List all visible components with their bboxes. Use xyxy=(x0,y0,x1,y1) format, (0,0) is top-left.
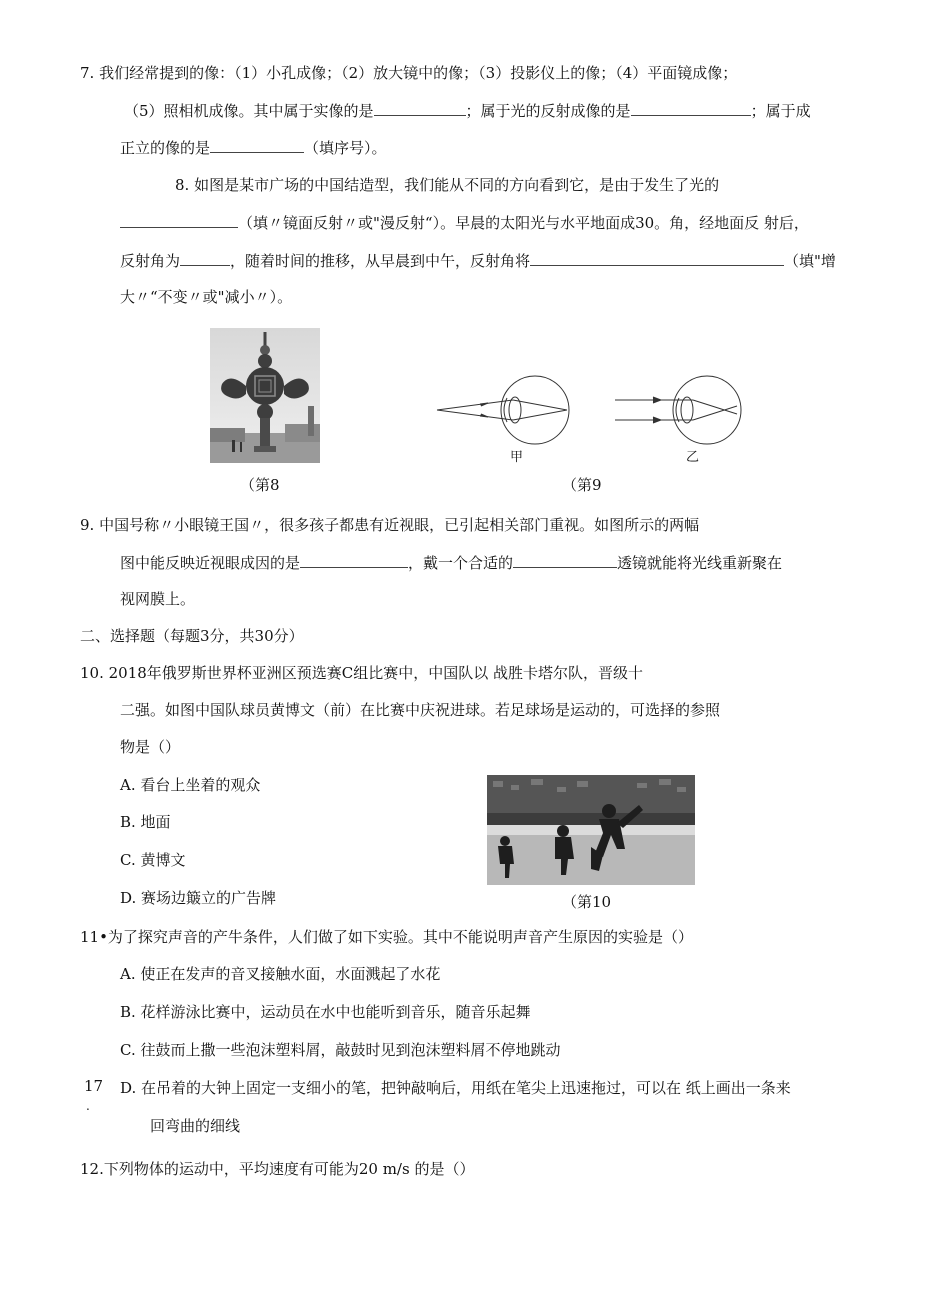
q8-blank-angle-change[interactable] xyxy=(530,250,784,266)
q9-line-3: 视网膜上。 xyxy=(120,590,196,608)
q11-option-c[interactable]: C. 往鼓而上撒一些泡沫塑料屑，敲鼓时见到泡沫塑料屑不停地跳动 xyxy=(120,1041,561,1059)
section-2-heading: 二、选择题（每题3分，共30分） xyxy=(80,627,304,645)
q11-page-marker: 17 xyxy=(84,1077,104,1095)
q7-line-2-text-b: ；属于光的反射成像的是 xyxy=(465,102,631,120)
q8-blank-reflection-angle[interactable] xyxy=(180,250,230,266)
q8-line-3-text-b: ，随着时间的推移，从早晨到中午，反射角将 xyxy=(230,252,531,270)
q8-line-3-text-a: 反射角为 xyxy=(120,252,181,270)
figure-9-label-yi: 乙 xyxy=(686,450,700,465)
q10-option-b[interactable]: B. 地面 xyxy=(120,813,171,831)
q9-blank-lens-type[interactable] xyxy=(513,552,617,568)
q11-option-a[interactable]: A. 使正在发声的音叉接触水面，水面溅起了水花 xyxy=(120,965,441,983)
lens-jia xyxy=(509,397,521,423)
eyeball-jia xyxy=(501,376,569,444)
q10-line-2: 二强。如图中国队球员黄博文（前）在比赛中庆祝进球。若足球场是运动的，可选择的参照 xyxy=(120,701,721,719)
q11-page-marker-dot: . xyxy=(86,1099,90,1113)
lens-yi xyxy=(681,397,693,423)
q10-option-a[interactable]: A. 看台上坐着的观众 xyxy=(120,776,261,794)
q7-line-2 xyxy=(124,100,811,121)
q7-line-3 xyxy=(120,137,387,158)
figure-9-eye-diagrams xyxy=(435,370,755,470)
figure-10-football-photo xyxy=(487,775,695,885)
q8-blank-reflection-type[interactable] xyxy=(120,212,238,228)
q8-line-4: 大〃“不变〃或"减小〃）。 xyxy=(120,288,293,306)
q10-line-3: 物是（） xyxy=(120,738,181,756)
q7-line-1: 7. 我们经常提到的像：（1）小孔成像；（2）放大镜中的像；（3）投影仪上的像；（4）平面镜成像； xyxy=(80,64,738,82)
q7-blank-reflection-image[interactable] xyxy=(631,100,751,116)
q10-option-c[interactable]: C. 黄博文 xyxy=(120,851,186,869)
q7-line-2-text-a: （5）照相机成像。其中属于实像的是 xyxy=(124,102,374,120)
q8-line-2-text: （填〃镜面反射〃或"漫反射“）。早晨的太阳光与水平地面成30。角，经地面反 射后， xyxy=(238,214,809,232)
q9-line-2-text-c: 透镜就能将光线重新聚在 xyxy=(617,554,783,572)
q8-line-2 xyxy=(120,212,809,233)
q11-option-b[interactable]: B. 花样游泳比赛中，运动员在水中也能听到音乐，随音乐起舞 xyxy=(120,1003,531,1021)
q7-blank-upright-image[interactable] xyxy=(210,137,304,153)
q7-line-2-text-c: ；属于成 xyxy=(750,102,811,120)
q11-option-d-line-1[interactable]: D. 在吊着的大钟上固定一支细小的笔，把钟敲响后，用纸在笔尖上迅速拖过，可以在 纸上画出一条来 xyxy=(120,1079,791,1097)
q10-line-1: 10. 2018年俄罗斯世界杯亚洲区预选赛C组比赛中，中国队以 战胜卡塔尔队，晋级十 xyxy=(80,664,644,682)
figure-8-caption: （第8 xyxy=(240,476,280,494)
q9-blank-myopia-figure[interactable] xyxy=(300,552,408,568)
q9-line-2-text-a: 图中能反映近视眼成因的是 xyxy=(120,554,301,572)
q9-line-2 xyxy=(120,552,782,573)
figure-10-caption: （第10 xyxy=(562,893,612,911)
q9-line-2-text-b: ，戴一个合适的 xyxy=(408,554,514,572)
q7-line-3-text-a: 正立的像的是 xyxy=(120,139,211,157)
q11-option-d-line-2: 回弯曲的细线 xyxy=(150,1117,241,1135)
figure-9-caption: （第9 xyxy=(562,476,602,494)
q9-line-1: 9. 中国号称〃小眼镜王国〃，很多孩子都患有近视眼，已引起相关部门重视。如图所示的两幅 xyxy=(80,516,700,534)
q11-line-1: 11•为了探究声音的产牛条件，人们做了如下实验。其中不能说明声音产生原因的实验是（） xyxy=(80,928,693,946)
q8-line-3-text-c: （填"增 xyxy=(784,252,836,270)
q8-line-1: 8. 如图是某市广场的中国结造型，我们能从不同的方向看到它，是由于发生了光的 xyxy=(175,176,720,194)
q8-line-3 xyxy=(120,250,836,271)
q10-option-d[interactable]: D. 赛场边簸立的广告牌 xyxy=(120,889,277,907)
q12-line-1: 12.下列物体的运动中，平均速度有可能为20 m/s 的是（） xyxy=(80,1160,475,1178)
q7-blank-real-image[interactable] xyxy=(374,100,466,116)
q7-line-3-text-b: （填序号）。 xyxy=(304,139,387,157)
figure-8-chinese-knot-photo xyxy=(210,328,320,463)
figure-9-label-jia: 甲 xyxy=(510,450,524,465)
eyeball-yi xyxy=(673,376,741,444)
